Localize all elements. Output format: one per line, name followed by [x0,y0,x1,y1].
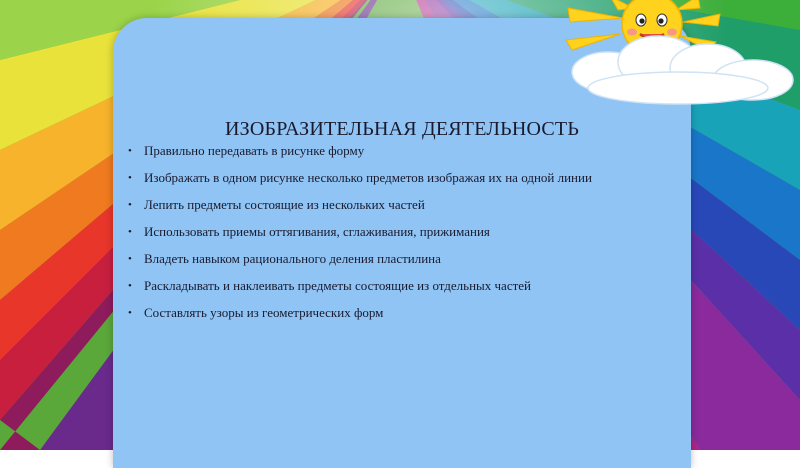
list-item [128,251,688,278]
bullet-marker: • [128,172,132,184]
list-item [128,224,688,251]
sun-cloud-decoration [548,0,800,108]
list-item-text: Составлять узоры из геометрических форм [144,305,384,320]
list-item-text: Использовать приемы оттягивания, сглаживания, прижимания [144,224,490,239]
list-item-text: Лепить предметы состоящие из нескольких частей [144,197,425,212]
bullet-marker: • [128,145,132,157]
slide-title: ИЗОБРАЗИТЕЛЬНАЯ ДЕЯТЕЛЬНОСТЬ [225,118,579,140]
cloud-icon [572,36,793,104]
list-item-text: Раскладывать и наклеивать предметы состоящие из отдельных частей [144,278,532,293]
list-item [128,278,688,305]
list-item-text: Правильно передавать в рисунке форму [144,143,365,158]
list-item [128,305,688,332]
list-item-text: Владеть навыком рационального деления пластилина [144,251,441,266]
bullet-marker: • [128,280,132,292]
list-item [128,170,688,197]
list-item [128,143,688,170]
bullet-marker: • [128,226,132,238]
list-item-text: Изображать в одном рисунке несколько предметов изображая их на одной линии [144,170,592,185]
bullet-marker: • [128,253,132,265]
bullet-marker: • [128,199,132,211]
bullet-list [128,143,688,332]
list-item [128,197,688,224]
bullet-marker: • [128,307,132,319]
